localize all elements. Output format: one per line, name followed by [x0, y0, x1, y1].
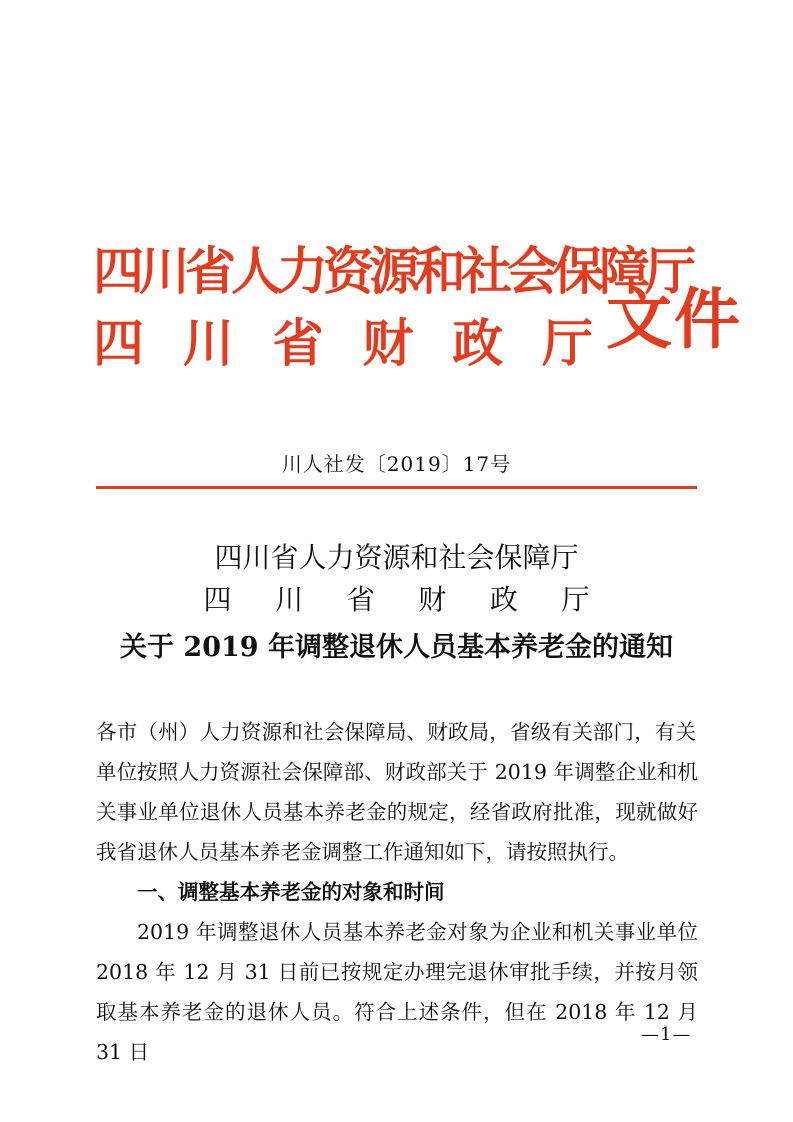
title-line1: 四川省人力资源和社会保障厅: [214, 541, 579, 574]
header-line2-char: 川: [182, 315, 234, 374]
page-number: —1—: [641, 1024, 692, 1045]
title-line2-char: 四: [203, 583, 232, 616]
title-line2-char: 财: [418, 583, 447, 616]
document-number: 川人社发〔2019〕17号: [281, 452, 512, 476]
header-line2-char: 省: [272, 315, 324, 374]
title-line2: [0, 582, 793, 618]
title-line2-char: 省: [346, 583, 375, 616]
header-document-suffix: 文件: [606, 281, 742, 358]
header-authority-line2: [93, 314, 593, 376]
title-line2-char: 政: [489, 583, 518, 616]
header-line2-char: 厅: [541, 315, 593, 374]
title-line2-char: 川: [275, 583, 304, 616]
section-heading-1: 一、调整基本养老金的对象和时间: [137, 880, 445, 904]
body-paragraph-1: 按照人力资源社会保障部、财政部关于 2019 年调整企业和机关事业单位退休人员基本养老金的规定，经省政府批准，现就做好我省退休人员基本养老金调整工作通知如下，请按照执行。: [96, 760, 698, 864]
issuing-authority-header: [93, 236, 753, 396]
title-line3: 关于 2019 年调整退休人员基本养老金的通知: [120, 632, 673, 663]
header-line2-char: 四: [93, 315, 145, 374]
body-paragraph-2: 2019 年调整退休人员基本养老金对象为企业和机关事业单位 2018 年 12 月 31 日前已按规定办理完退休审批手续，并按月领取基本养老金的退休人员。符合上述条件，但在 2018 年 12 月 31 日: [96, 920, 698, 1064]
title-line2-char: 厅: [561, 583, 590, 616]
header-line2-char: 财: [362, 315, 414, 374]
salutation: 各市（州）人力资源和社会保障局、财政局，省级有关部门，有关单位:: [96, 720, 697, 784]
red-divider-rule: [96, 486, 697, 489]
header-line2-char: 政: [452, 315, 504, 374]
header-authority-line1: 四川省人力资源和社会保障厅: [93, 243, 692, 302]
